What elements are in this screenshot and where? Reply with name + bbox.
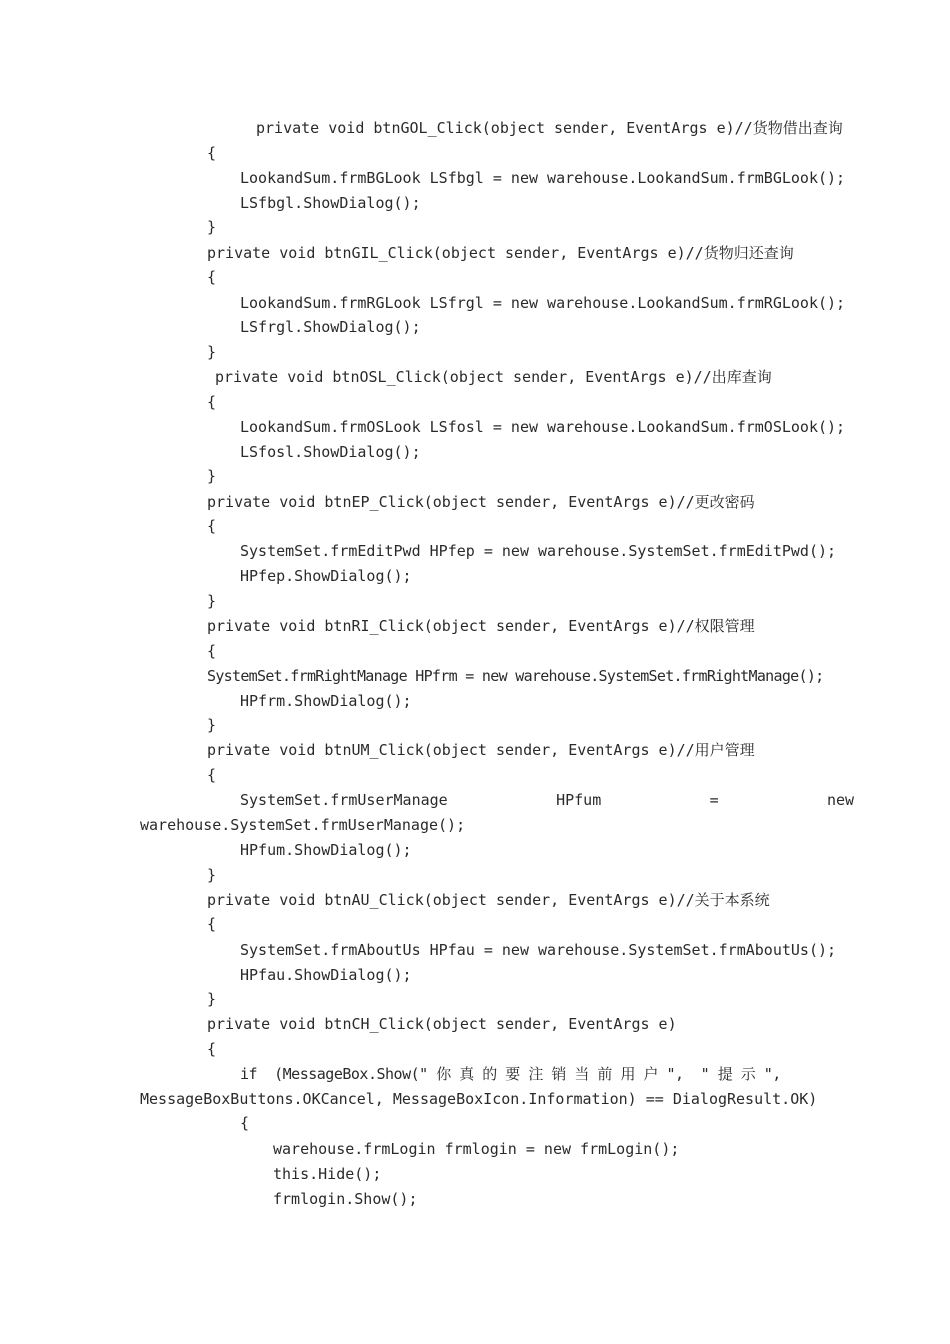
code-line: private void btnGOL_Click(object sender, EventArgs e)//货物借出查询 <box>256 119 843 137</box>
code-line: LSfbgl.ShowDialog(); <box>240 194 421 212</box>
code-line: if (MessageBox.Show(" 你 真 的 要 注 销 当 前 用 户 ", " 提 示 ", <box>240 1065 781 1083</box>
code-line: LookandSum.frmBGLook LSfbgl = new warehouse.LookandSum.frmBGLook(); <box>240 169 846 187</box>
code-line: { <box>240 1114 250 1132</box>
code-line: { <box>207 144 217 162</box>
code-line: } <box>207 866 217 884</box>
code-line: { <box>207 642 217 660</box>
code-line: { <box>207 393 217 411</box>
code-line: HPfum.ShowDialog(); <box>240 841 412 859</box>
code-line: HPfau.ShowDialog(); <box>240 966 412 984</box>
code-line: } <box>207 467 217 485</box>
code-line: LookandSum.frmRGLook LSfrgl = new warehouse.LookandSum.frmRGLook(); <box>240 294 846 312</box>
code-line: } <box>207 343 217 361</box>
code-line: private void btnEP_Click(object sender, EventArgs e)//更改密码 <box>207 493 755 511</box>
code-line: private void btnRI_Click(object sender, EventArgs e)//权限管理 <box>207 617 755 635</box>
code-line: { <box>207 268 217 286</box>
code-line: SystemSet.frmUserManage HPfum = new <box>240 791 855 809</box>
code-line: private void btnUM_Click(object sender, EventArgs e)//用户管理 <box>207 741 755 759</box>
code-line: private void btnGIL_Click(object sender, EventArgs e)//货物归还查询 <box>207 244 794 262</box>
code-line: private void btnOSL_Click(object sender, EventArgs e)//出库查询 <box>215 368 772 386</box>
code-line: SystemSet.frmAboutUs HPfau = new warehouse.SystemSet.frmAboutUs(); <box>240 941 837 959</box>
code-line: { <box>207 766 217 784</box>
code-line: { <box>207 1040 217 1058</box>
code-line: } <box>207 218 217 236</box>
code-line: } <box>207 990 217 1008</box>
code-line: { <box>207 517 217 535</box>
code-line: HPfrm.ShowDialog(); <box>240 692 412 710</box>
code-line: LSfrgl.ShowDialog(); <box>240 318 421 336</box>
code-line: warehouse.SystemSet.frmUserManage(); <box>140 816 466 834</box>
code-line: this.Hide(); <box>273 1165 382 1183</box>
code-line: frmlogin.Show(); <box>273 1190 418 1208</box>
code-line: warehouse.frmLogin frmlogin = new frmLogin(); <box>273 1140 680 1158</box>
code-line: HPfep.ShowDialog(); <box>240 567 412 585</box>
code-line: LookandSum.frmOSLook LSfosl = new warehouse.LookandSum.frmOSLook(); <box>240 418 846 436</box>
code-line: LSfosl.ShowDialog(); <box>240 443 421 461</box>
code-line: MessageBoxButtons.OKCancel, MessageBoxIcon.Information) == DialogResult.OK) <box>140 1090 818 1108</box>
code-line: private void btnAU_Click(object sender, EventArgs e)//关于本系统 <box>207 891 770 909</box>
code-line: } <box>207 716 217 734</box>
code-line: } <box>207 592 217 610</box>
code-line: SystemSet.frmEditPwd HPfep = new warehouse.SystemSet.frmEditPwd(); <box>240 542 837 560</box>
code-line: private void btnCH_Click(object sender, EventArgs e) <box>207 1015 677 1033</box>
code-line: { <box>207 915 217 933</box>
code-line: SystemSet.frmRightManage HPfrm = new warehouse.SystemSet.frmRightManage(); <box>207 667 824 685</box>
